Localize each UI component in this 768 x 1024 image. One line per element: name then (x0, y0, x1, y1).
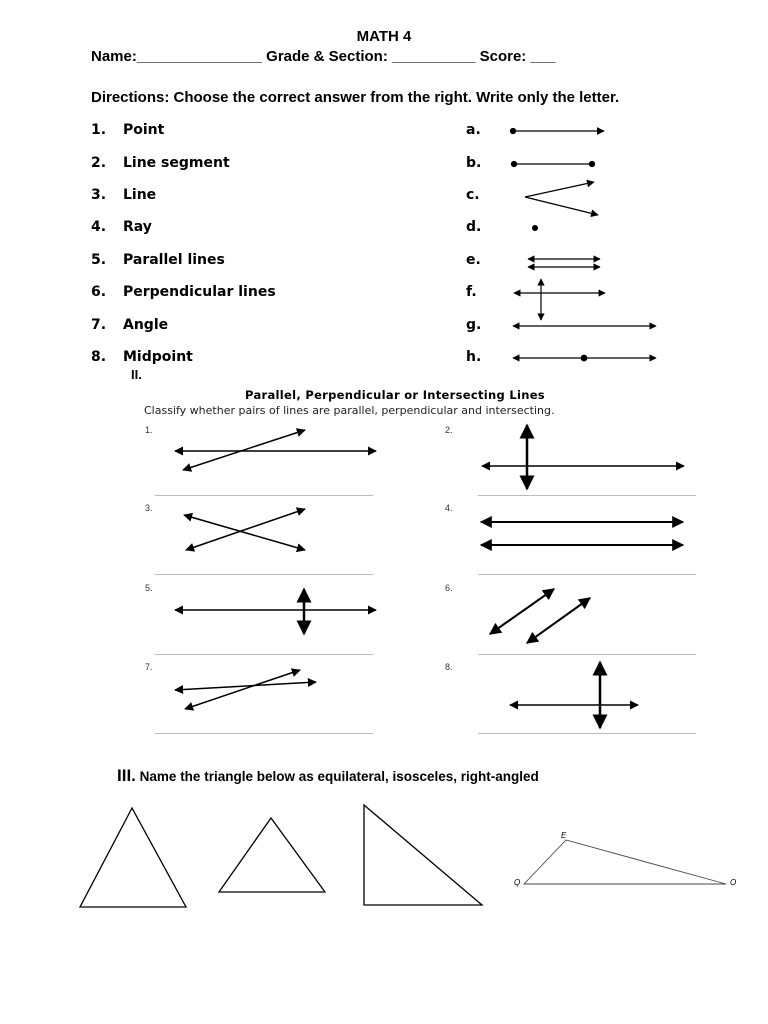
item-ray: 4. Ray (91, 219, 152, 235)
item-perpendicular-lines: 6. Perpendicular lines (91, 284, 276, 300)
problem-number-5: 5. (145, 583, 153, 593)
choice-letter-g: g. (466, 317, 482, 333)
problem-6-figure (490, 589, 590, 643)
directions-text: Directions: Choose the correct answer from the right. Write only the letter. (91, 89, 620, 106)
item-point: 1. Point (91, 122, 165, 138)
problem-4-figure (481, 522, 683, 545)
worksheet-title: MATH 4 (356, 28, 412, 45)
figure-b-line-segment (512, 162, 595, 167)
figure-a-ray (511, 129, 605, 134)
problem-number-8: 8. (445, 662, 453, 672)
figure-e-parallel-lines (528, 259, 600, 267)
problem-7-figure (175, 670, 316, 709)
choice-letter-a: a. (466, 122, 481, 138)
problem-number-1: 1. (145, 425, 153, 435)
item-line-segment: 2. Line segment (91, 155, 230, 171)
triangle-3 (364, 805, 482, 905)
item-angle: 7. Angle (91, 317, 169, 333)
problem-number-3: 3. (145, 503, 153, 513)
section-2-title: Parallel, Perpendicular or Intersecting Lines (245, 388, 545, 402)
section-3-numeral: III. (117, 766, 136, 785)
item-parallel-lines: 5. Parallel lines (91, 252, 225, 268)
problem-2-figure (482, 425, 684, 489)
choice-letter-f: f. (466, 284, 477, 300)
vertex-label-q: Q (514, 878, 521, 887)
problem-8-figure (510, 662, 638, 728)
section-2-subtitle: Classify whether pairs of lines are parallel, perpendicular and intersecting. (144, 404, 555, 417)
vertex-label-o: O (730, 878, 737, 887)
problem-number-6: 6. (445, 583, 453, 593)
name-grade-score-line: Name:_______________ Grade & Section: __________ Score: ___ (91, 48, 556, 65)
item-midpoint: 8. Midpoint (91, 349, 193, 365)
choice-letter-h: h. (466, 349, 482, 365)
problem-1-figure (175, 430, 376, 470)
section-3-instruction: Name the triangle below as equilateral, isosceles, right-angled (139, 769, 539, 784)
figure-f-perpendicular-lines (514, 279, 605, 320)
vertex-label-e: E (561, 831, 567, 840)
problem-3-figure (184, 509, 305, 550)
triangle-1 (80, 808, 186, 907)
problem-number-2: 2. (445, 425, 453, 435)
choice-letter-d: d. (466, 219, 482, 235)
choice-letter-e: e. (466, 252, 481, 268)
problem-5-figure (175, 589, 376, 634)
choice-letter-c: c. (466, 187, 480, 203)
triangle-4 (524, 840, 726, 884)
problem-number-7: 7. (145, 662, 153, 672)
figure-d-point (532, 225, 538, 231)
problem-number-4: 4. (445, 503, 453, 513)
triangle-2 (219, 818, 325, 892)
figure-h-midpoint (513, 355, 656, 361)
choice-letter-b: b. (466, 155, 482, 171)
figure-c-angle (525, 182, 598, 215)
section-2-numeral: II. (131, 367, 142, 382)
item-line: 3. Line (91, 187, 157, 203)
